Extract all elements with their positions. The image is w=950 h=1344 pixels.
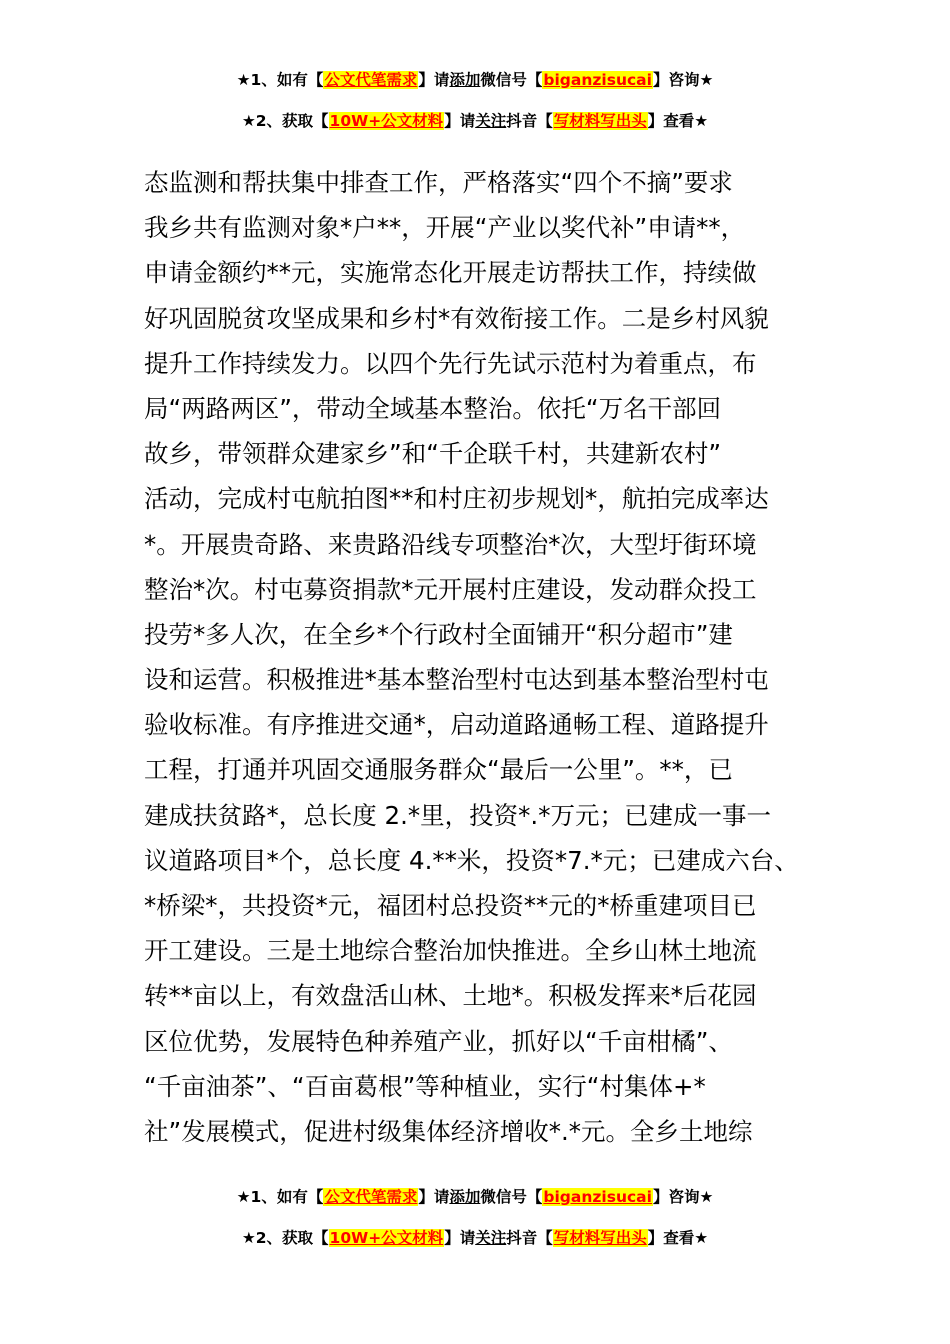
body-line: 我乡共有监测对象*户**，开展“产业以奖代补”申请**， — [144, 213, 746, 243]
footer-line1-highlight-service: 公文代笔需求 — [324, 1188, 418, 1206]
body-line: “千亩油茶”、“百亩葛根”等种植业，实行“村集体+* — [144, 1071, 706, 1101]
body-line: 投劳*多人次，在全乡*个行政村全面铺开“积分超市”建 — [144, 619, 733, 649]
header-line2-suffix: 】查看★ — [647, 112, 709, 130]
footer-notice-line-2 — [0, 1227, 950, 1249]
footer-line1-underlined: 添加 — [449, 1188, 481, 1206]
footer-line1-highlight-wechat-id: biganzisucai — [543, 1188, 652, 1206]
body-line: 工程，打通并巩固交通服务群众“最后一公里”。**，已 — [144, 755, 733, 785]
header-line1-mid2: 微信号【 — [480, 71, 543, 89]
footer-line1-mid2: 微信号【 — [480, 1188, 543, 1206]
footer-line2-mid: 】请 — [444, 1229, 476, 1247]
body-line: 转**亩以上，有效盘活山林、土地*。积极发挥来*后花园 — [144, 981, 757, 1011]
body-line: 申请金额约**元，实施常态化开展走访帮扶工作，持续做 — [144, 258, 757, 288]
footer-line2-highlight-materials: 10W+公文材料 — [329, 1229, 444, 1247]
body-line: 开工建设。三是土地综合整治加快推进。全乡山林土地流 — [144, 936, 757, 966]
body-line: 好巩固脱贫攻坚成果和乡村*有效衔接工作。二是乡村风貌 — [144, 303, 769, 333]
footer-line2-highlight-account: 写材料写出头 — [553, 1229, 647, 1247]
body-line: 态监测和帮扶集中排查工作，严格落实“四个不摘”要求 — [144, 168, 733, 197]
footer-line2-prefix: ★2、获取【 — [241, 1229, 329, 1247]
body-line: 区位优势，发展特色种养殖产业，抓好以“千亩柑橘”、 — [144, 1026, 733, 1056]
body-line: *。开展贵奇路、来贵路沿线专项整治*次，大型圩街环境 — [144, 529, 757, 559]
header-line1-suffix: 】咨询★ — [652, 71, 714, 89]
body-line: 故乡，带领群众建家乡”和“千企联千村，共建新农村” — [144, 439, 722, 469]
header-line2-prefix: ★2、获取【 — [241, 112, 329, 130]
header-notice-line-2 — [0, 110, 950, 132]
body-line: 社”发展模式，促进村级集体经济增收*.*元。全乡土地综 — [144, 1116, 753, 1146]
body-line: 提升工作持续发力。以四个先行先试示范村为着重点，布 — [144, 348, 757, 378]
document-body — [144, 160, 814, 1154]
footer-notice-line-1 — [0, 1186, 950, 1208]
footer-line2-mid2: 抖音【 — [506, 1229, 553, 1247]
footer-line2-suffix: 】查看★ — [647, 1229, 709, 1247]
body-line: 活动，完成村屯航拍图**和村庄初步规划*，航拍完成率达 — [144, 484, 769, 514]
body-line: 局“两路两区”，带动全域基本整治。依托“万名干部回 — [144, 393, 722, 423]
body-line: 建成扶贫路*，总长度 2.*里，投资*.*万元；已建成一事一 — [144, 800, 771, 830]
header-line1-mid: 】请 — [418, 71, 450, 89]
body-line: *桥梁*，共投资*元，福团村总投资**元的*桥重建项目已 — [144, 891, 757, 920]
header-line2-highlight-account: 写材料写出头 — [553, 112, 647, 130]
header-notice-line-1 — [0, 69, 950, 91]
footer-line1-mid: 】请 — [418, 1188, 450, 1206]
body-line: 验收标准。有序推进交通*，启动道路通畅工程、道路提升 — [144, 710, 769, 740]
header-line2-underlined: 关注 — [475, 112, 507, 130]
header-line1-underlined: 添加 — [449, 71, 481, 89]
body-line: 议道路项目*个，总长度 4.**米，投资*7.*元；已建成六台、 — [144, 845, 799, 875]
footer-line1-prefix: ★1、如有【 — [236, 1188, 324, 1206]
header-line1-highlight-service: 公文代笔需求 — [324, 71, 418, 89]
body-line: 设和运营。积极推进*基本整治型村屯达到基本整治型村屯 — [144, 665, 769, 695]
body-line: 整治*次。村屯募资捐款*元开展村庄建设，发动群众投工 — [144, 574, 757, 604]
header-line1-prefix: ★1、如有【 — [236, 71, 324, 89]
header-line2-highlight-materials: 10W+公文材料 — [329, 112, 444, 130]
footer-line2-underlined: 关注 — [475, 1229, 507, 1247]
footer-line1-suffix: 】咨询★ — [652, 1188, 714, 1206]
header-line1-highlight-wechat-id: biganzisucai — [543, 71, 652, 89]
header-line2-mid2: 抖音【 — [506, 112, 553, 130]
header-line2-mid: 】请 — [444, 112, 476, 130]
